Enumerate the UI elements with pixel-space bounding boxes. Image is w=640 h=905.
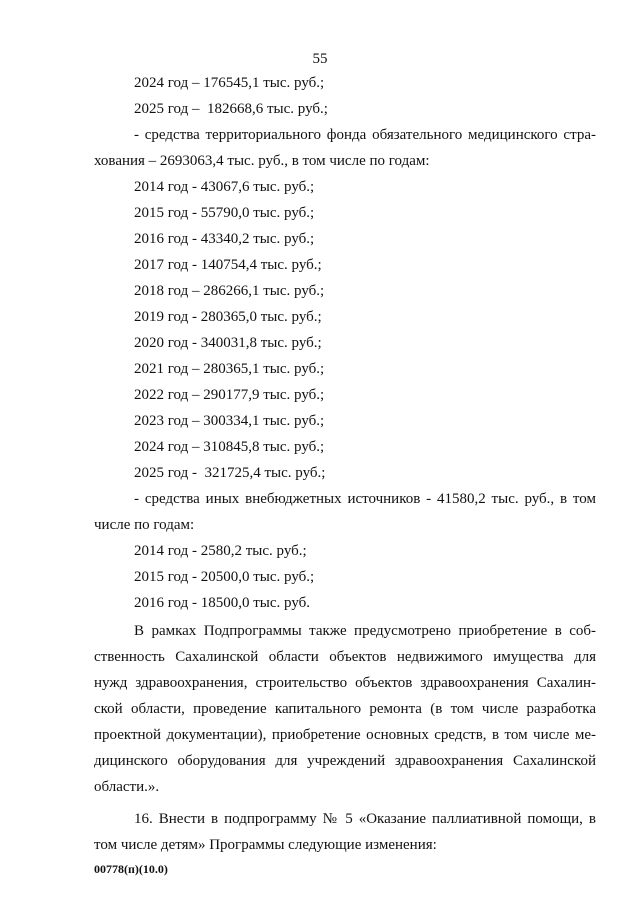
- paragraph-line: 16. Внести в подпрограмму № 5 «Оказание паллиативной помощи, в: [134, 811, 596, 827]
- year-line: 2023 год – 300334,1 тыс. руб.;: [134, 413, 325, 429]
- year-line: 2016 год - 18500,0 тыс. руб.: [134, 595, 311, 611]
- paragraph-line: ской области, проведение капитального ремонта (в том числе разработка: [94, 701, 596, 717]
- paragraph-subprogram-acquisitions: [94, 618, 596, 800]
- page-number: 55: [312, 51, 328, 67]
- year-line: 2020 год - 340031,8 тыс. руб.;: [134, 335, 322, 351]
- year-line: 2024 год – 310845,8 тыс. руб.;: [134, 439, 325, 455]
- year-line: 2015 год - 55790,0 тыс. руб.;: [134, 205, 315, 221]
- document-code: 00778(п)(10.0): [94, 862, 168, 876]
- paragraph-line: дицинского оборудования для учреждений здравоохранения Сахалинской: [94, 753, 596, 769]
- year-line: 2017 год - 140754,4 тыс. руб.;: [134, 257, 322, 273]
- funding-source-other-line2: числе по годам:: [94, 517, 195, 533]
- year-line: 2024 год – 176545,1 тыс. руб.;: [134, 75, 325, 91]
- year-line: 2018 год – 286266,1 тыс. руб.;: [134, 283, 325, 299]
- paragraph-line: ственность Сахалинской области объектов недвижимого имущества для: [94, 649, 596, 665]
- document-body: [94, 70, 596, 858]
- funding-source-other-line1: - средства иных внебюджетных источников - 41580,2 тыс. руб., в том: [134, 491, 596, 507]
- year-line: 2014 год - 43067,6 тыс. руб.;: [134, 179, 315, 195]
- funding-source-tfoms-line2: хования – 2693063,4 тыс. руб., в том числе по годам:: [94, 153, 430, 169]
- year-line: 2025 год - 321725,4 тыс. руб.;: [134, 465, 326, 481]
- year-line: 2019 год - 280365,0 тыс. руб.;: [134, 309, 322, 325]
- year-line: 2016 год - 43340,2 тыс. руб.;: [134, 231, 315, 247]
- year-line: 2022 год – 290177,9 тыс. руб.;: [134, 387, 325, 403]
- item-16: [94, 806, 596, 858]
- year-line: 2015 год - 20500,0 тыс. руб.;: [134, 569, 315, 585]
- paragraph-line: нужд здравоохранения, строительство объектов здравоохранения Сахалин-: [94, 675, 596, 691]
- paragraph-line: том числе детям» Программы следующие изменения:: [94, 837, 437, 853]
- funding-source-tfoms-line1: - средства территориального фонда обязательного медицинского стра-: [134, 127, 596, 143]
- paragraph-line: В рамках Подпрограммы также предусмотрено приобретение в соб-: [134, 623, 596, 639]
- year-line: 2014 год - 2580,2 тыс. руб.;: [134, 543, 307, 559]
- year-line: 2025 год – 182668,6 тыс. руб.;: [134, 101, 328, 117]
- paragraph-line: проектной документации), приобретение основных средств, в том числе ме-: [94, 727, 596, 743]
- year-line: 2021 год – 280365,1 тыс. руб.;: [134, 361, 325, 377]
- paragraph-line: области.».: [94, 779, 160, 795]
